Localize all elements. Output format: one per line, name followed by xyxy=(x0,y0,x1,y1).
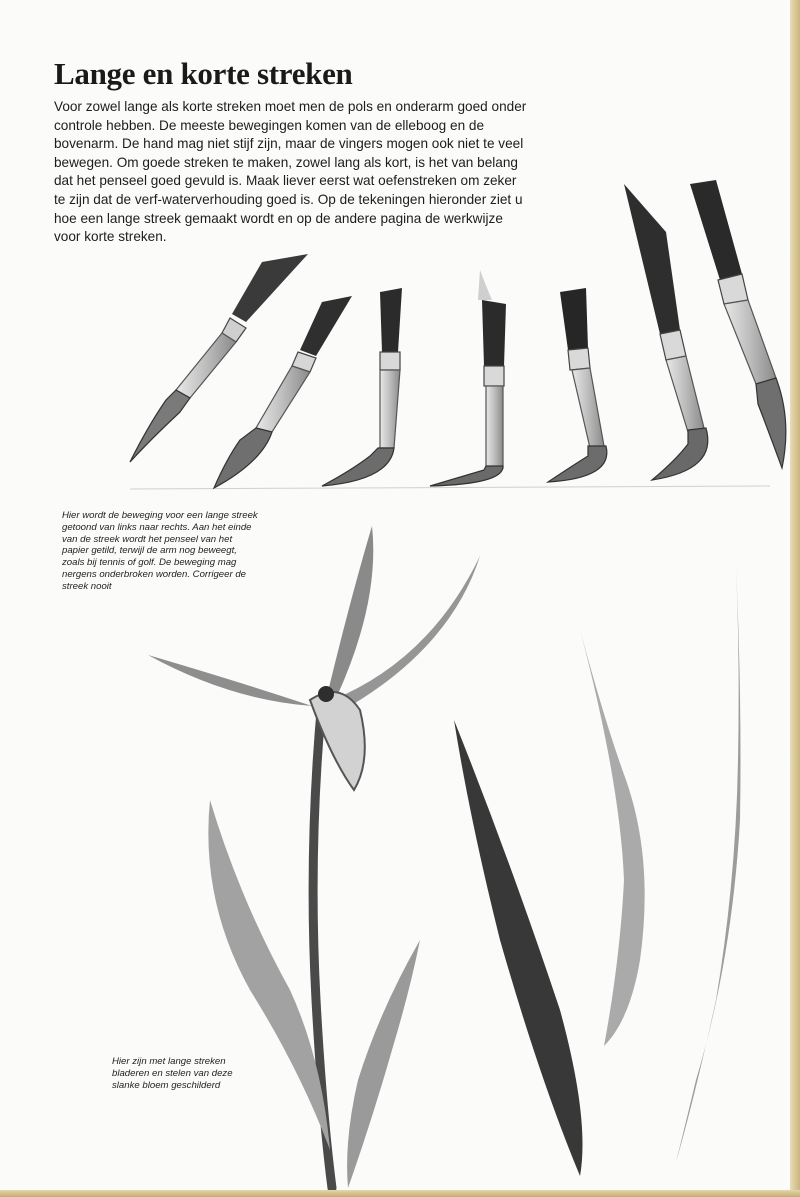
intro-line: hoe een lange streek gemaakt wordt en op de andere pagina de werkwijze xyxy=(54,210,503,226)
page-title: Lange en korte streken xyxy=(54,56,353,91)
intro-line: te zijn dat de verf-waterverhouding goed is. Op de tekeningen hieronder ziet u xyxy=(54,191,523,207)
caption-line: streek nooit xyxy=(62,580,112,592)
petal-top xyxy=(326,526,373,700)
caption-line: getoond van links naar rechts. Aan het einde xyxy=(62,521,252,533)
petal-left xyxy=(148,655,312,706)
intro-line: bovenarm. De hand mag niet stijf zijn, maar de vingers mogen ook niet te veel xyxy=(54,136,524,152)
caption-line: Hier zijn met lange streken xyxy=(112,1056,226,1067)
caption-line: Hier wordt de beweging voor een lange streek xyxy=(62,510,258,521)
page-edge-right xyxy=(790,0,800,1197)
intro-line: dat het penseel goed gevuld is. Maak liever eerst wat oefenstreken om zeker xyxy=(54,173,517,189)
caption-line: zoals bij tennis of golf. De beweging mag xyxy=(62,557,237,569)
stroke-medium xyxy=(578,622,645,1046)
caption-flower xyxy=(112,1056,272,1091)
caption-line: nergens onderbroken worden. Corrigeer de xyxy=(62,568,246,580)
stroke-dark xyxy=(454,720,583,1176)
caption-line: slanke bloem geschilderd xyxy=(112,1079,221,1091)
intro-line: voor korte streken. xyxy=(54,229,167,245)
page-edge-bottom xyxy=(0,1190,800,1197)
flower-center xyxy=(318,686,334,702)
caption-line: van de streek wordt het penseel van het xyxy=(62,533,233,545)
intro-line: controle hebben. De meeste bewegingen komen van de elleboog en de xyxy=(54,117,485,133)
leaf-right xyxy=(347,940,420,1188)
stroke-thin xyxy=(676,566,741,1162)
intro-line: Voor zowel lange als korte streken moet men de pols en onderarm goed onder xyxy=(54,99,527,114)
caption-line: bladeren en stelen van deze xyxy=(112,1067,233,1079)
caption-line: papier getild, terwijl de arm nog beweegt, xyxy=(62,545,237,557)
intro-line: bewegen. Om goede streken te maken, zowel lang als kort, is het van belang xyxy=(54,154,518,170)
